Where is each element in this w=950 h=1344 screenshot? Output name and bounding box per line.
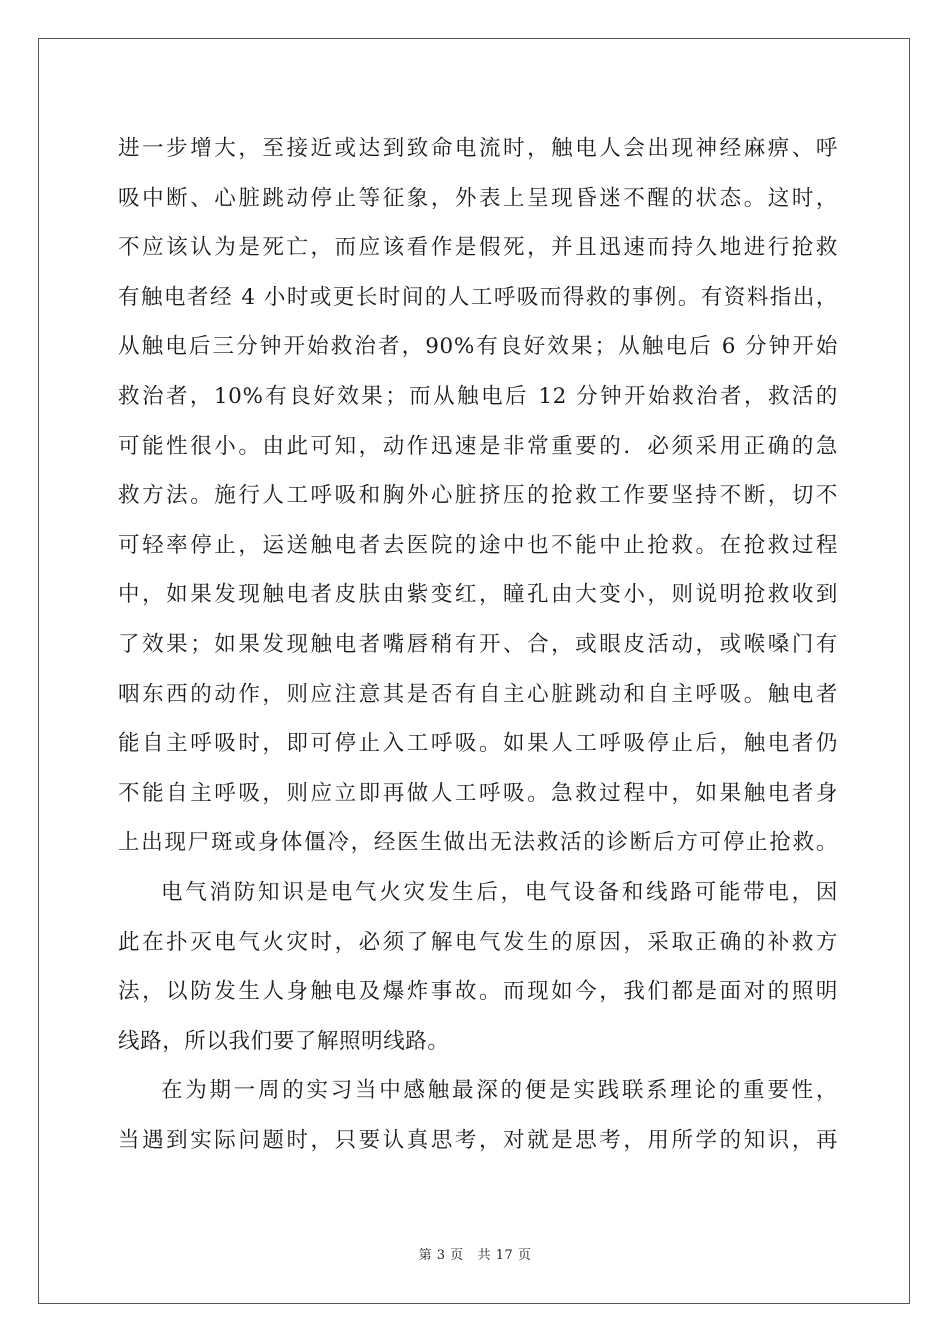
text-line: 当遇到实际问题时，只要认真思考，对就是思考，用所学的知识，再 bbox=[118, 1127, 838, 1153]
text-line: 咽东西的动作，则应注意其是否有自主心脏跳动和自主呼吸。触电者 bbox=[118, 681, 838, 707]
page-number: 第 3 页 bbox=[418, 1248, 464, 1263]
text-line: 电气消防知识是电气火灾发生后，电气设备和线路可能带电，因 bbox=[161, 879, 838, 905]
text-line: 救治者，10%有良好效果；而从触电后 12 分钟开始救治者，救活的 bbox=[118, 383, 838, 409]
text-line: 可能性很小。由此可知，动作迅速是非常重要的．必须采用正确的急 bbox=[118, 433, 838, 459]
text-line: 法，以防发生人身触电及爆炸事故。而现如今，我们都是面对的照明 bbox=[118, 979, 838, 1005]
page-footer bbox=[0, 1244, 950, 1263]
text-line: 了效果；如果发现触电者嘴唇稍有开、合，或眼皮活动，或喉嗓门有 bbox=[118, 631, 838, 657]
text-line: 中，如果发现触电者皮肤由紫变红，瞳孔由大变小，则说明抢救收到 bbox=[118, 582, 838, 608]
text-line: 从触电后三分钟开始救治者，90%有良好效果；从触电后 6 分钟开始 bbox=[118, 334, 838, 360]
text-line: 不能自主呼吸，则应立即再做人工呼吸。急救过程中，如果触电者身 bbox=[118, 780, 838, 806]
page-total: 共 17 页 bbox=[477, 1248, 532, 1263]
text-line: 救方法。施行人工呼吸和胸外心脏挤压的抢救工作要坚持不断，切不 bbox=[118, 483, 838, 509]
text-line: 在为期一周的实习当中感触最深的便是实践联系理论的重要性， bbox=[161, 1078, 838, 1104]
text-line: 进一步增大，至接近或达到致命电流时，触电人会出现神经麻痹、呼 bbox=[118, 136, 838, 161]
text-line: 能自主呼吸时，即可停止入工呼吸。如果人工呼吸停止后，触电者仍 bbox=[118, 731, 838, 757]
text-line: 线路，所以我们要了解照明线路。 bbox=[118, 1028, 450, 1054]
document-body bbox=[118, 124, 838, 1165]
text-line: 可轻率停止，运送触电者去医院的途中也不能中止抢救。在抢救过程 bbox=[118, 532, 838, 558]
text-line: 不应该认为是死亡，而应该看作是假死，并且迅速而持久地进行抢救 bbox=[118, 235, 838, 261]
text-line: 上出现尸斑或身体僵冷，经医生做出无法救活的诊断后方可停止抢救。 bbox=[118, 830, 838, 856]
text-line: 有触电者经 4 小时或更长时间的人工呼吸而得救的事例。有资料指出， bbox=[118, 284, 838, 310]
text-line: 吸中断、心脏跳动停止等征象，外表上呈现昏迷不醒的状态。这时， bbox=[118, 185, 838, 211]
text-line: 此在扑灭电气火灾时，必须了解电气发生的原因，采取正确的补救方 bbox=[118, 929, 838, 955]
